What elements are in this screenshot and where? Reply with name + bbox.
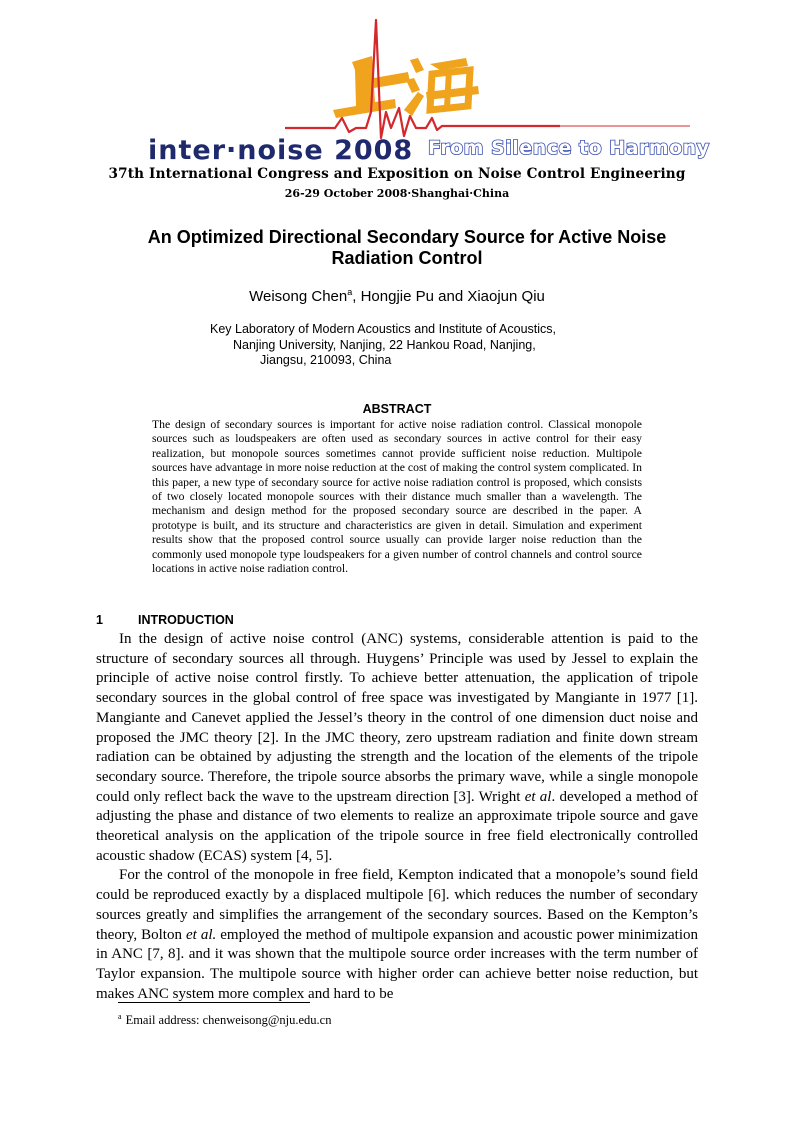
paper-title <box>100 227 714 269</box>
footnote-text: Email address: chenweisong@nju.edu.cn <box>125 1013 332 1027</box>
footnote-mark: a <box>118 1012 122 1021</box>
paragraph-italic: et al <box>524 788 552 805</box>
affiliation-line: Jiangsu, 210093, China <box>260 353 392 367</box>
abstract-text: The design of secondary sources is important for active noise radiation control. Classical monopole sources such as loudspeakers are often used as secondary sources in active control for their easy realization, but monopole sources sometimes cannot provide sufficient noise reduction. Multipole sources have advantage in more noise reduction at the cost of making the control system complicated. In this paper, a new type of secondary source for active noise radiation control is proposed, which consists of two closely located monopole sources with their distance much smaller than a wavelength. The mechanism and design method for the proposed secondary source are described in the paper. A prototype is built, and its structure and characteristics are given in detail. Simulation and experiment results show that the proposed control source usually can provide larger noise reduction than the commonly used monopole type loudspeakers for a given number of control channels and control source locations in active noise radiation control. <box>152 418 642 576</box>
paragraph-text: For the control of the monopole in free field, Kempton indicated that a monopole’s sound field could be reproduced exactly by a displaced multipole [6]. which reduces the number of secondary sources greatly and simplifies the arrangement of the secondary sources. Based on the Kempton’s theory, Bolton <box>96 867 698 943</box>
footnote-rule <box>118 1002 310 1003</box>
conference-date: 26-29 October 2008·Shanghai·China <box>284 187 510 200</box>
paragraph-italic: et al. <box>185 926 217 943</box>
author-name: Weisong Chen <box>249 288 348 305</box>
section-number: 1 <box>96 613 103 627</box>
author-list <box>0 287 794 305</box>
introduction-body <box>96 630 698 1004</box>
paragraph-text: employed the method of multipole expansion and acoustic power minimization in ANC [7, 8]. and it was shown that the multipole source order increases with the term number of Taylor expansion. The multipole source with higher order can achieve better noise reduction, but makes ANC system more complex and hard to be <box>96 926 698 1002</box>
inter-noise-logo: inter·noise 2008 <box>148 135 414 166</box>
paragraph <box>96 866 698 1004</box>
author-footnote-mark: a <box>347 287 353 297</box>
title-line-1: An Optimized Directional Secondary Source for Active Noise <box>147 227 667 247</box>
affiliation-line: Key Laboratory of Modern Acoustics and Institute of Acoustics, <box>210 322 557 336</box>
title-line-2: Radiation Control <box>331 248 483 268</box>
other-authors: , Hongjie Pu and Xiaojun Qiu <box>352 288 545 305</box>
footnote <box>118 1012 331 1028</box>
slogan-text: From Silence to Harmony <box>428 137 710 159</box>
paragraph <box>96 630 698 866</box>
section-title: INTRODUCTION <box>138 613 234 627</box>
paragraph-text: . developed a method of adjusting the phase and distance of two elements to realize an approximate tripole source and gave theoretical analysis on the application of the tripole source in free field electronically controlled acoustic shadow (ECAS) system [4, 5]. <box>96 788 698 864</box>
affiliation-line: Nanjing University, Nanjing, 22 Hankou Road, Nanjing, <box>233 337 536 352</box>
abstract-heading: ABSTRACT <box>362 402 432 416</box>
paragraph-text: In the design of active noise control (ANC) systems, considerable attention is paid to the structure of secondary sources all through. Huygens’ Principle was used by Jessel to explain the principle of active noise control firstly. To achieve better attenuation, the application of tripole secondary sources in the global control of free space was investigated by Mangiante in 1977 [1]. Mangiante and Canevet applied the Jessel’s theory in the control of one dimension duct noise and proposed the JMC theory [2]. In the JMC theory, zero upstream radiation and finite down stream radiation can be obtained by adjusting the strength and the location of the elements of the tripole secondary source. Therefore, the tripole source absorbs the primary wave, while a single monopole could only reflect back the wave to the upstream direction [3]. Wright <box>96 631 698 805</box>
conference-banner <box>0 0 794 210</box>
conference-name: 37th International Congress and Exposition on Noise Control Engineering <box>108 166 686 182</box>
affiliation <box>210 322 630 369</box>
section-heading <box>96 613 234 627</box>
